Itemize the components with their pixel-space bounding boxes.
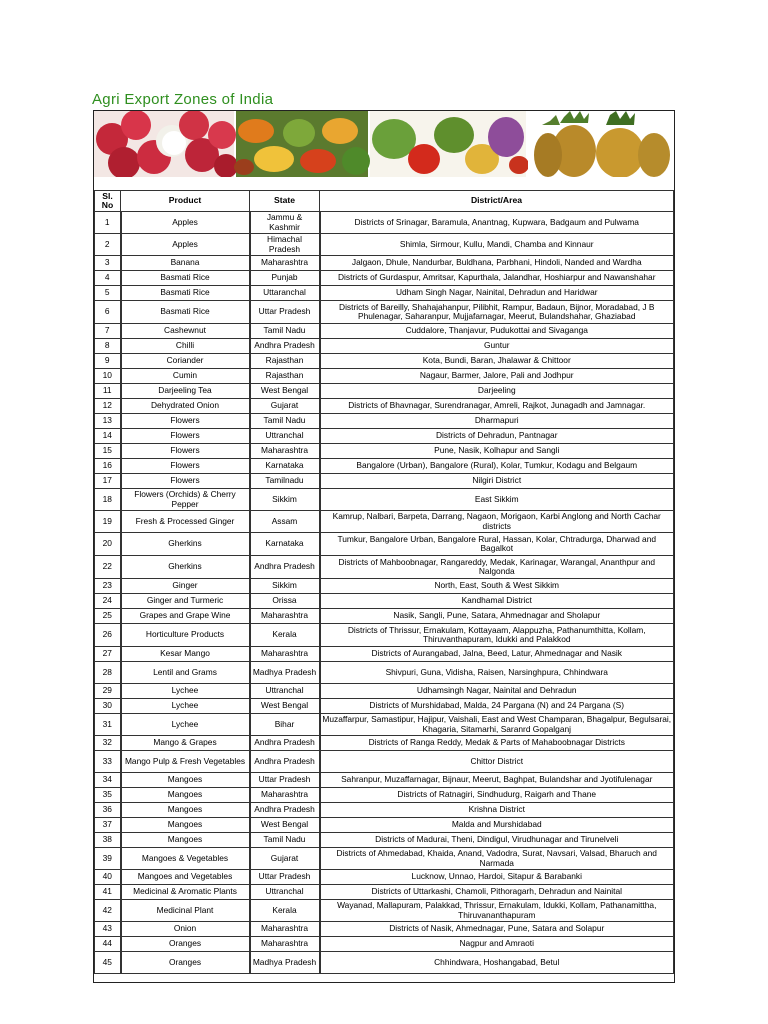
cell-sl-no: 40 [95, 870, 121, 885]
cell-product: Onion [121, 922, 250, 937]
cell-product: Flowers [121, 414, 250, 429]
cell-product: Mangoes [121, 788, 250, 803]
produce-banner-image [94, 111, 673, 177]
produce-banner [94, 111, 673, 177]
cell-product: Banana [121, 256, 250, 271]
table-row [95, 922, 674, 937]
cell-state: Maharashtra [250, 444, 320, 459]
cell-product: Cumin [121, 369, 250, 384]
cell-product: Oranges [121, 952, 250, 974]
table-row [95, 594, 674, 609]
table-row [95, 937, 674, 952]
cell-sl-no: 25 [95, 609, 121, 624]
cell-product: Mangoes [121, 803, 250, 818]
table-row [95, 384, 674, 399]
cell-district: Districts of Ratnagiri, Sindhudurg, Raigarh and Thane [320, 788, 674, 803]
cell-district: Shimla, Sirmour, Kullu, Mandi, Chamba and Kinnaur [320, 234, 674, 256]
cell-district: Nasik, Sangli, Pune, Satara, Ahmednagar and Sholapur [320, 609, 674, 624]
table-row [95, 803, 674, 818]
cell-district: Nagpur and Amraoti [320, 937, 674, 952]
cell-state: Uttranchal [250, 429, 320, 444]
cell-product: Ginger [121, 579, 250, 594]
cell-sl-no: 39 [95, 848, 121, 870]
cell-district: Muzaffarpur, Samastipur, Hajipur, Vaishali, East and West Champaran, Bhagalpur, Begulsarai, Khagaria, Sitamarhi, Saranrd Gopalganj [320, 714, 674, 736]
cell-sl-no: 24 [95, 594, 121, 609]
cell-state: Punjab [250, 271, 320, 286]
cell-state: Maharashtra [250, 256, 320, 271]
cell-sl-no: 26 [95, 624, 121, 647]
cell-state: Gujarat [250, 399, 320, 414]
table-row [95, 662, 674, 684]
cell-sl-no: 37 [95, 818, 121, 833]
cell-sl-no: 32 [95, 736, 121, 751]
cell-district: Chittor District [320, 751, 674, 773]
cell-sl-no: 7 [95, 324, 121, 339]
cell-sl-no: 14 [95, 429, 121, 444]
cell-district: Udham Singh Nagar, Nainital, Dehradun and Haridwar [320, 286, 674, 301]
table-row [95, 714, 674, 736]
table-row [95, 339, 674, 354]
table-row [95, 429, 674, 444]
table-row [95, 399, 674, 414]
header-state: State [250, 191, 320, 212]
table-row [95, 556, 674, 579]
cell-product: Mango & Grapes [121, 736, 250, 751]
cell-sl-no: 35 [95, 788, 121, 803]
table-row [95, 952, 674, 974]
cell-state: Bihar [250, 714, 320, 736]
table-row [95, 833, 674, 848]
cell-sl-no: 38 [95, 833, 121, 848]
cell-sl-no: 36 [95, 803, 121, 818]
table-row [95, 234, 674, 256]
cell-sl-no: 44 [95, 937, 121, 952]
cell-product: Dehydrated Onion [121, 399, 250, 414]
cell-sl-no: 43 [95, 922, 121, 937]
cell-sl-no: 19 [95, 511, 121, 533]
cell-state: Uttranchal [250, 885, 320, 900]
cell-district: Districts of Uttarkashi, Chamoli, Pithoragarh, Dehradun and Nainital [320, 885, 674, 900]
cell-district: Districts of Bareilly, Shahajahanpur, Pilibhit, Rampur, Badaun, Bijnor, Moradabad, J B Phulenagar, Saharanpur, Mujjafarnagar, Meerut, Bulandshahar, Ghaziabad [320, 301, 674, 324]
cell-sl-no: 23 [95, 579, 121, 594]
cell-product: Oranges [121, 937, 250, 952]
cell-state: Uttar Pradesh [250, 773, 320, 788]
cell-product: Flowers [121, 474, 250, 489]
table-row [95, 533, 674, 556]
table-row [95, 511, 674, 533]
cell-sl-no: 6 [95, 301, 121, 324]
cell-sl-no: 18 [95, 489, 121, 511]
cell-state: Karnataka [250, 459, 320, 474]
cell-state: Himachal Pradesh [250, 234, 320, 256]
cell-state: Rajasthan [250, 354, 320, 369]
cell-product: Lentil and Grams [121, 662, 250, 684]
cell-district: Districts of Madurai, Theni, Dindigul, Virudhunagar and Tirunelveli [320, 833, 674, 848]
cell-sl-no: 31 [95, 714, 121, 736]
cell-state: Gujarat [250, 848, 320, 870]
cell-district: Districts of Thrissur, Ernakulam, Kottayaam, Alappuzha, Pathanumthitta, Kollam, Thiruvanthapuram, Idukki and Palakkod [320, 624, 674, 647]
table-row [95, 369, 674, 384]
cell-product: Flowers [121, 444, 250, 459]
cell-sl-no: 27 [95, 647, 121, 662]
cell-product: Basmati Rice [121, 301, 250, 324]
cell-district: Nagaur, Barmer, Jalore, Pali and Jodhpur [320, 369, 674, 384]
cell-state: Tamil Nadu [250, 414, 320, 429]
table-row [95, 609, 674, 624]
cell-state: Uttar Pradesh [250, 870, 320, 885]
cell-sl-no: 41 [95, 885, 121, 900]
cell-state: Kerala [250, 624, 320, 647]
cell-district: Guntur [320, 339, 674, 354]
cell-state: Andhra Pradesh [250, 556, 320, 579]
cell-sl-no: 45 [95, 952, 121, 974]
cell-sl-no: 11 [95, 384, 121, 399]
cell-sl-no: 9 [95, 354, 121, 369]
table-row [95, 736, 674, 751]
cell-product: Kesar Mango [121, 647, 250, 662]
cell-product: Mangoes and Vegetables [121, 870, 250, 885]
table-row [95, 414, 674, 429]
table-row [95, 788, 674, 803]
cell-district: Districts of Dehradun, Pantnagar [320, 429, 674, 444]
cell-district: Cuddalore, Thanjavur, Pudukottai and Sivaganga [320, 324, 674, 339]
cell-district: Districts of Nasik, Ahmednagar, Pune, Satara and Solapur [320, 922, 674, 937]
header-district: District/Area [320, 191, 674, 212]
header-sl-no: Sl. No [95, 191, 121, 212]
cell-district: Kandhamal District [320, 594, 674, 609]
cell-district: Malda and Murshidabad [320, 818, 674, 833]
cell-product: Horticulture Products [121, 624, 250, 647]
cell-district: Districts of Bhavnagar, Surendranagar, Amreli, Rajkot, Junagadh and Jamnagar. [320, 399, 674, 414]
agri-export-zones-table [94, 190, 674, 974]
cell-product: Fresh & Processed Ginger [121, 511, 250, 533]
table-row [95, 818, 674, 833]
table-row [95, 848, 674, 870]
cell-district: Jalgaon, Dhule, Nandurbar, Buldhana, Parbhani, Hindoli, Nanded and Wardha [320, 256, 674, 271]
cell-sl-no: 34 [95, 773, 121, 788]
cell-state: Maharashtra [250, 609, 320, 624]
cell-state: West Bengal [250, 818, 320, 833]
cell-sl-no: 33 [95, 751, 121, 773]
cell-product: Apples [121, 234, 250, 256]
cell-district: Nilgiri District [320, 474, 674, 489]
table-row [95, 885, 674, 900]
table-row [95, 459, 674, 474]
cell-state: Madhya Pradesh [250, 662, 320, 684]
cell-district: Krishna District [320, 803, 674, 818]
table-row [95, 474, 674, 489]
cell-state: Maharashtra [250, 937, 320, 952]
cell-district: Districts of Mahboobnagar, Rangareddy, Medak, Karinagar, Warangal, Ananthpur and Nalgonda [320, 556, 674, 579]
cell-product: Mangoes & Vegetables [121, 848, 250, 870]
cell-sl-no: 17 [95, 474, 121, 489]
cell-product: Mangoes [121, 818, 250, 833]
cell-product: Basmati Rice [121, 271, 250, 286]
cell-state: Uttaranchal [250, 286, 320, 301]
cell-state: Orissa [250, 594, 320, 609]
table-header-row [95, 191, 674, 212]
cell-district: Chhindwara, Hoshangabad, Betul [320, 952, 674, 974]
cell-sl-no: 1 [95, 212, 121, 234]
cell-district: Kota, Bundi, Baran, Jhalawar & Chittoor [320, 354, 674, 369]
cell-sl-no: 12 [95, 399, 121, 414]
cell-state: Maharashtra [250, 647, 320, 662]
cell-district: Districts of Ahmedabad, Khaida, Anand, Vadodra, Surat, Navsari, Valsad, Bharuch and Narmada [320, 848, 674, 870]
cell-sl-no: 22 [95, 556, 121, 579]
table-row [95, 354, 674, 369]
cell-product: Grapes and Grape Wine [121, 609, 250, 624]
cell-product: Flowers [121, 459, 250, 474]
cell-product: Lychee [121, 684, 250, 699]
cell-product: Ginger and Turmeric [121, 594, 250, 609]
header-product: Product [121, 191, 250, 212]
cell-state: Rajasthan [250, 369, 320, 384]
table-frame [93, 110, 675, 983]
table-row [95, 489, 674, 511]
table-row [95, 624, 674, 647]
cell-district: Pune, Nasik, Kolhapur and Sangli [320, 444, 674, 459]
cell-sl-no: 28 [95, 662, 121, 684]
cell-state: West Bengal [250, 384, 320, 399]
cell-state: Sikkim [250, 579, 320, 594]
table-row [95, 751, 674, 773]
cell-product: Cashewnut [121, 324, 250, 339]
cell-product: Flowers [121, 429, 250, 444]
cell-state: Andhra Pradesh [250, 339, 320, 354]
cell-state: Kerala [250, 900, 320, 922]
cell-state: Jammu & Kashmir [250, 212, 320, 234]
cell-district: Bangalore (Urban), Bangalore (Rural), Kolar, Tumkur, Kodagu and Belgaum [320, 459, 674, 474]
cell-sl-no: 8 [95, 339, 121, 354]
cell-district: East Sikkim [320, 489, 674, 511]
cell-state: Andhra Pradesh [250, 736, 320, 751]
cell-district: Districts of Aurangabad, Jalna, Beed, Latur, Ahmednagar and Nasik [320, 647, 674, 662]
cell-sl-no: 42 [95, 900, 121, 922]
cell-district: Lucknow, Unnao, Hardoi, Sitapur & Barabanki [320, 870, 674, 885]
cell-district: Darjeeling [320, 384, 674, 399]
cell-sl-no: 16 [95, 459, 121, 474]
cell-product: Lychee [121, 699, 250, 714]
cell-sl-no: 15 [95, 444, 121, 459]
cell-sl-no: 3 [95, 256, 121, 271]
cell-product: Apples [121, 212, 250, 234]
cell-state: West Bengal [250, 699, 320, 714]
cell-sl-no: 20 [95, 533, 121, 556]
cell-state: Sikkim [250, 489, 320, 511]
cell-district: Districts of Srinagar, Baramula, Anantnag, Kupwara, Badgaum and Pulwama [320, 212, 674, 234]
cell-district: Udhamsingh Nagar, Nainital and Dehradun [320, 684, 674, 699]
cell-product: Mangoes [121, 773, 250, 788]
cell-product: Darjeeling Tea [121, 384, 250, 399]
cell-sl-no: 2 [95, 234, 121, 256]
cell-sl-no: 30 [95, 699, 121, 714]
cell-product: Lychee [121, 714, 250, 736]
cell-product: Mangoes [121, 833, 250, 848]
cell-product: Medicinal & Aromatic Plants [121, 885, 250, 900]
cell-state: Andhra Pradesh [250, 803, 320, 818]
cell-state: Tamil Nadu [250, 324, 320, 339]
cell-state: Karnataka [250, 533, 320, 556]
table-row [95, 870, 674, 885]
cell-product: Flowers (Orchids) & Cherry Pepper [121, 489, 250, 511]
cell-state: Maharashtra [250, 922, 320, 937]
table-row [95, 579, 674, 594]
cell-state: Tamilnadu [250, 474, 320, 489]
table-row [95, 324, 674, 339]
table-row [95, 212, 674, 234]
cell-sl-no: 4 [95, 271, 121, 286]
cell-state: Andhra Pradesh [250, 751, 320, 773]
table-row [95, 900, 674, 922]
table-row [95, 684, 674, 699]
cell-district: North, East, South & West Sikkim [320, 579, 674, 594]
cell-state: Uttranchal [250, 684, 320, 699]
cell-sl-no: 5 [95, 286, 121, 301]
cell-district: Dharmapuri [320, 414, 674, 429]
cell-district: Kamrup, Nalbari, Barpeta, Darrang, Nagaon, Morigaon, Karbi Anglong and North Cachar districts [320, 511, 674, 533]
cell-product: Mango Pulp & Fresh Vegetables [121, 751, 250, 773]
cell-sl-no: 29 [95, 684, 121, 699]
table-row [95, 444, 674, 459]
cell-product: Chilli [121, 339, 250, 354]
cell-state: Uttar Pradesh [250, 301, 320, 324]
cell-district: Wayanad, Mallapuram, Palakkad, Thrissur, Ernakulam, Idukki, Kollam, Pathanamittha, Thiruvananthapuram [320, 900, 674, 922]
table-row [95, 271, 674, 286]
cell-district: Tumkur, Bangalore Urban, Bangalore Rural, Hassan, Kolar, Chtradurga, Dharwad and Bagalkot [320, 533, 674, 556]
table-row [95, 286, 674, 301]
cell-sl-no: 13 [95, 414, 121, 429]
cell-state: Maharashtra [250, 788, 320, 803]
cell-product: Gherkins [121, 556, 250, 579]
cell-district: Districts of Ranga Reddy, Medak & Parts of Mahaboobnagar Districts [320, 736, 674, 751]
table-row [95, 699, 674, 714]
table-row [95, 301, 674, 324]
cell-district: Shivpuri, Guna, Vidisha, Raisen, Narsinghpura, Chhindwara [320, 662, 674, 684]
cell-state: Madhya Pradesh [250, 952, 320, 974]
cell-state: Tamil Nadu [250, 833, 320, 848]
table-body [95, 212, 674, 974]
cell-district: Sahranpur, Muzaffarnagar, Bijnaur, Meerut, Baghpat, Bulandshar and Jyotifulenagar [320, 773, 674, 788]
cell-product: Basmati Rice [121, 286, 250, 301]
table-row [95, 256, 674, 271]
page-title: Agri Export Zones of India [92, 91, 274, 108]
cell-state: Assam [250, 511, 320, 533]
cell-district: Districts of Gurdaspur, Amritsar, Kapurthala, Jalandhar, Hoshiarpur and Nawanshahar [320, 271, 674, 286]
cell-product: Medicinal Plant [121, 900, 250, 922]
cell-sl-no: 10 [95, 369, 121, 384]
table-row [95, 647, 674, 662]
cell-product: Coriander [121, 354, 250, 369]
cell-product: Gherkins [121, 533, 250, 556]
cell-district: Districts of Murshidabad, Malda, 24 Pargana (N) and 24 Pargana (S) [320, 699, 674, 714]
table-row [95, 773, 674, 788]
